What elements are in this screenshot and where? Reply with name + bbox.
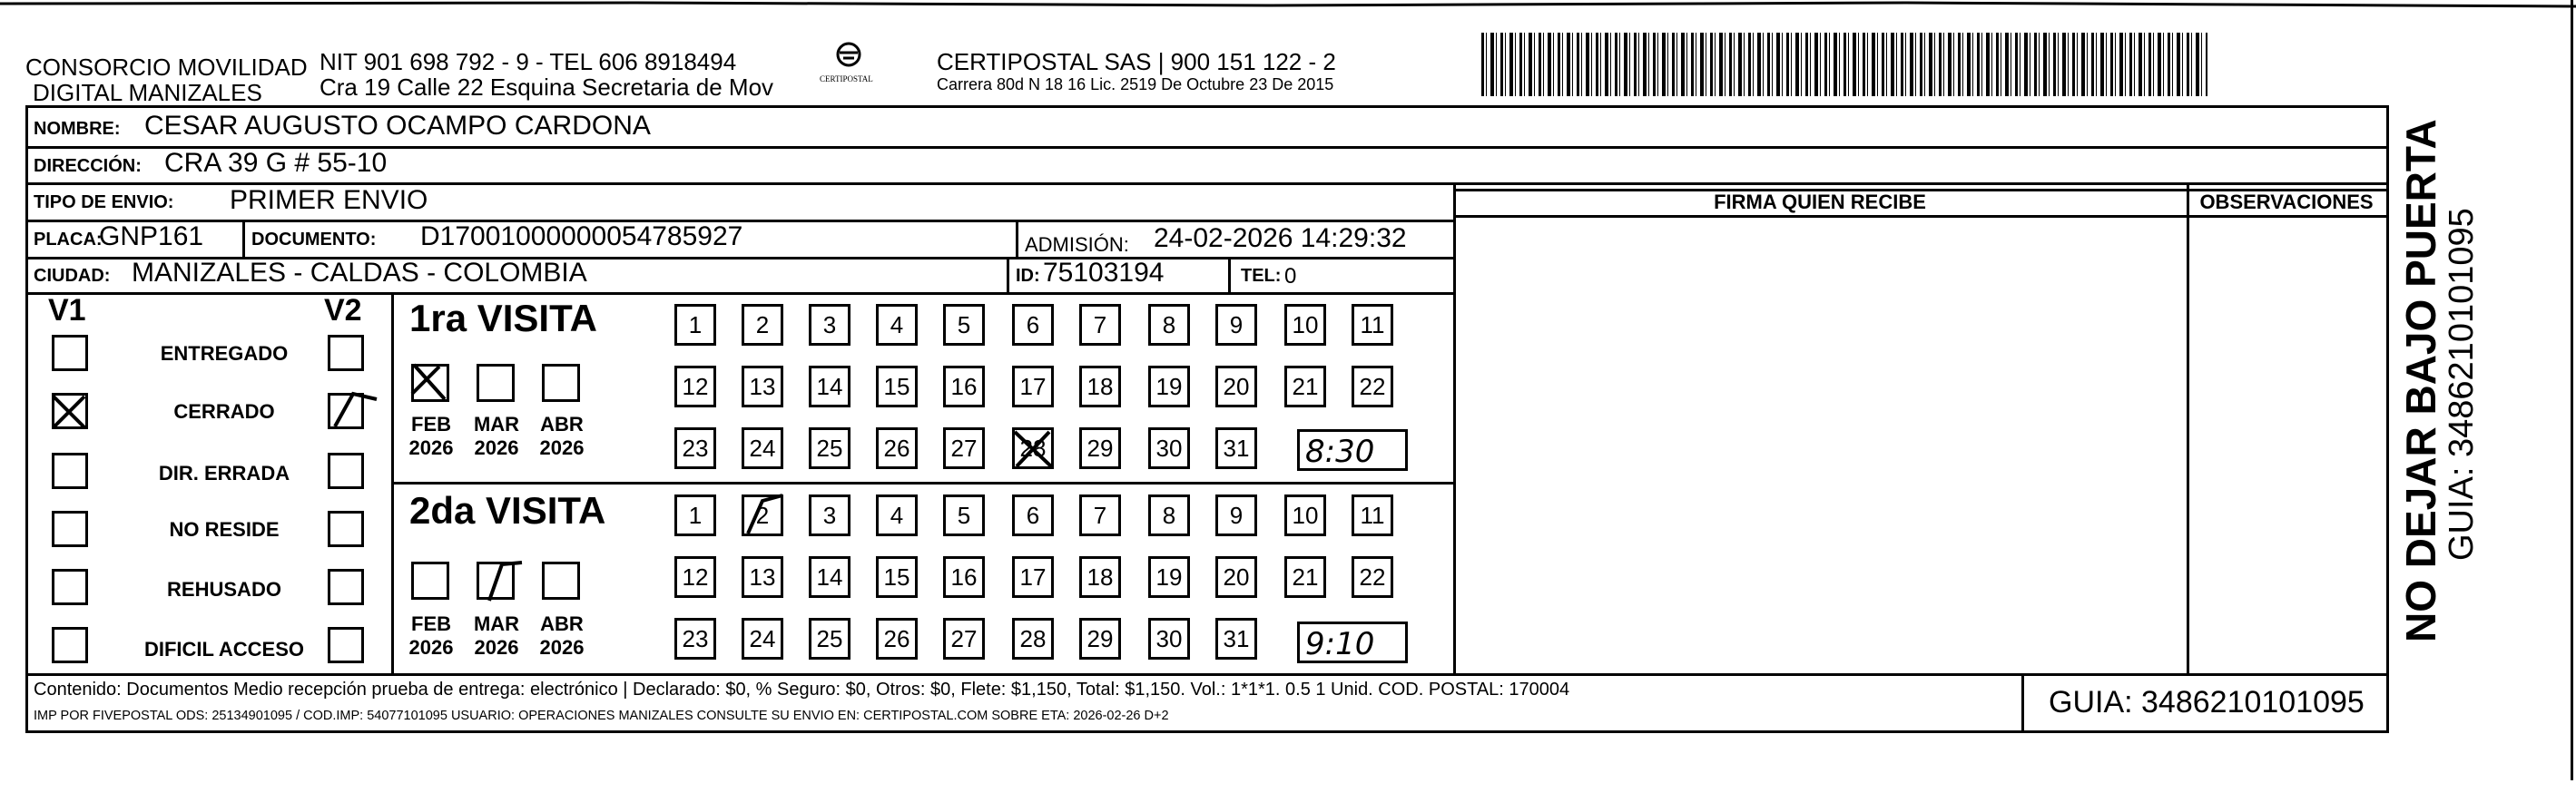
second-visit-day-1[interactable]: 1 [674,494,716,536]
header-column-divider [1453,215,2388,218]
scan-top-edge [0,0,2576,9]
month-year: 2026 [408,636,454,659]
v1-entregado-checkbox[interactable] [52,335,88,371]
first-visit-day-2[interactable]: 2 [742,304,783,346]
id-label: ID: [1016,266,1040,286]
first-visit-day-10[interactable]: 10 [1284,304,1326,346]
v2-no-reside-checkbox[interactable] [328,511,364,547]
second-visit-time-box[interactable] [1297,622,1408,663]
first-visit-day-28[interactable]: 28 [1012,427,1054,469]
slash-mark-icon [477,557,526,602]
cross-mark-icon [1009,425,1057,472]
first-visit-day-4[interactable]: 4 [876,304,918,346]
month-name: FEB [411,413,451,436]
first-visit-time: 8:30 [1305,434,1375,470]
v1-cerrado-checkbox[interactable] [52,393,88,429]
second-visit-month-feb-label [404,612,458,660]
nit-line: NIT 901 698 792 - 9 - TEL 606 8918494 [320,48,737,75]
first-visit-month-abr-checkbox[interactable] [542,364,580,402]
second-visit-day-29[interactable]: 29 [1079,618,1121,660]
first-visit-day-24[interactable]: 24 [742,427,783,469]
month-year: 2026 [539,436,585,459]
first-visit-day-23[interactable]: 23 [674,427,716,469]
cell-divider [1228,257,1231,292]
visit-divider [391,482,1453,485]
first-visit-day-16[interactable]: 16 [943,366,985,407]
id-value: 75103194 [1043,258,1165,288]
first-visit-day-6[interactable]: 6 [1012,304,1054,346]
v1-dificil-acceso-checkbox[interactable] [52,627,88,663]
month-name: FEB [411,612,451,635]
consorcio-details [320,49,773,100]
second-visit-day-19[interactable]: 19 [1148,556,1190,598]
footer-guia-divider [2021,673,2024,733]
consorcio-line1: CONSORCIO MOVILIDAD [25,54,308,81]
slash-mark-icon [739,492,786,539]
v2-rehusado-checkbox[interactable] [328,569,364,605]
second-visit-day-4[interactable]: 4 [876,494,918,536]
direccion-value: CRA 39 G # 55-10 [164,148,388,178]
first-visit-month-abr-label [535,413,589,460]
footer-divider [28,673,2386,676]
first-visit-day-21[interactable]: 21 [1284,366,1326,407]
v1-rehusado-checkbox[interactable] [52,569,88,605]
first-visit-day-14[interactable]: 14 [809,366,850,407]
month-name: ABR [540,413,584,436]
second-visit-day-3[interactable]: 3 [809,494,850,536]
certipostal-logo [812,38,885,102]
certipostal-logo-icon [812,38,885,102]
second-visit-day-5[interactable]: 5 [943,494,985,536]
second-visit-month-mar-label [469,612,524,660]
second-visit-month-mar-checkbox[interactable] [477,562,515,600]
second-visit-day-14[interactable]: 14 [809,556,850,598]
month-year: 2026 [408,436,454,459]
ciudad-value: MANIZALES - CALDAS - COLOMBIA [132,258,587,288]
second-visit-day-16[interactable]: 16 [943,556,985,598]
month-name: MAR [473,413,520,436]
second-visit-day-30[interactable]: 30 [1148,618,1190,660]
second-visit-day-9[interactable]: 9 [1215,494,1257,536]
second-visit-time: 9:10 [1305,626,1375,662]
cross-mark-icon [52,393,88,429]
month-year: 2026 [474,636,519,659]
second-visit-day-23[interactable]: 23 [674,618,716,660]
month-name: MAR [473,612,520,635]
second-visit-day-20[interactable]: 20 [1215,556,1257,598]
second-visit-day-6[interactable]: 6 [1012,494,1054,536]
month-year: 2026 [474,436,519,459]
nombre-label: NOMBRE: [34,119,121,139]
first-visit-title: 1ra VISITA [409,297,597,339]
observaciones-header: OBSERVACIONES [2199,190,2374,213]
first-visit-month-mar-checkbox[interactable] [477,364,515,402]
second-visit-day-8[interactable]: 8 [1148,494,1190,536]
documento-label: DOCUMENTO: [251,230,377,250]
first-visit-day-11[interactable]: 11 [1352,304,1393,346]
consorcio-address: Cra 19 Calle 22 Esquina Secretaria de Mov [320,73,774,101]
first-visit-day-17[interactable]: 17 [1012,366,1054,407]
first-visit-day-7[interactable]: 7 [1079,304,1121,346]
v1-header: V1 [48,293,86,328]
first-visit-day-22[interactable]: 22 [1352,366,1393,407]
cell-divider [1007,257,1009,292]
placa-value: GNP161 [99,221,204,251]
second-visit-month-abr-label [535,612,589,660]
status-rehusado: REHUSADO [167,578,281,601]
v2-dir-errada-checkbox[interactable] [328,453,364,489]
no-dejar-notice: NO DEJAR BAJO PUERTA [2397,119,2444,642]
second-visit-day-2[interactable]: 2 [742,494,783,536]
second-visit-month-abr-checkbox[interactable] [542,562,580,600]
firma-header: FIRMA QUIEN RECIBE [1714,190,1926,213]
documento-value: D17001000000054785927 [420,221,743,251]
first-visit-day-20[interactable]: 20 [1215,366,1257,407]
month-name: ABR [540,612,584,635]
first-visit-day-8[interactable]: 8 [1148,304,1190,346]
first-visit-day-27[interactable]: 27 [943,427,985,469]
slash-mark-icon [328,390,382,432]
tipo-envio-label: TIPO DE ENVIO: [34,192,174,212]
v2-dificil-acceso-checkbox[interactable] [328,627,364,663]
observations-column-divider [2187,182,2189,673]
second-visit-day-15[interactable]: 15 [876,556,918,598]
first-visit-day-12[interactable]: 12 [674,366,716,407]
first-visit-time-box[interactable] [1297,429,1408,471]
second-visit-day-12[interactable]: 12 [674,556,716,598]
second-visit-day-28[interactable]: 28 [1012,618,1054,660]
certipostal-address: Carrera 80d N 18 16 Lic. 2519 De Octubre 23 De 2015 [937,75,1334,93]
second-visit-day-7[interactable]: 7 [1079,494,1121,536]
tel-label: TEL: [1241,266,1282,286]
side-guia: GUIA: 3486210101095 [2443,208,2481,561]
delivery-form [25,105,2389,733]
status-panel-divider [391,292,394,673]
ciudad-label: CIUDAD: [34,266,111,286]
v2-header: V2 [324,293,362,328]
status-dificil-acceso: DIFICIL ACCESO [143,638,304,661]
second-visit-day-21[interactable]: 21 [1284,556,1326,598]
first-visit-day-26[interactable]: 26 [876,427,918,469]
first-visit-day-3[interactable]: 3 [809,304,850,346]
first-visit-day-1[interactable]: 1 [674,304,716,346]
cell-divider [242,220,245,257]
admision-value: 24-02-2026 14:29:32 [1154,223,1407,253]
logo-text: CERTIPOSTAL [820,74,873,83]
status-no-reside: NO RESIDE [169,518,280,541]
first-visit-month-feb-label [404,413,458,460]
second-visit-month-feb-checkbox[interactable] [411,562,449,600]
second-visit-day-11[interactable]: 11 [1352,494,1393,536]
cross-mark-icon [410,363,450,403]
direccion-label: DIRECCIÓN: [34,156,142,176]
barcode [1481,33,2207,96]
first-visit-day-15[interactable]: 15 [876,366,918,407]
second-visit-day-25[interactable]: 25 [809,618,850,660]
v1-dir-errada-checkbox[interactable] [52,453,88,489]
v2-entregado-checkbox[interactable] [328,335,364,371]
consorcio-name [25,54,308,105]
first-visit-month-mar-label [469,413,524,460]
contenido-text: Contenido: Documentos Medio recepción prueba de entrega: electrónico | Declarado: $0, % Seguro: $0, Otros: $0, Flete: $1,150, Total: $1,150. Vol.: 1*1*1. 0.5 1 Unid. COD. POSTAL: 170004 [34,680,1570,700]
scan-right-edge [2571,0,2573,780]
first-visit-month-feb-checkbox[interactable] [411,364,449,402]
status-dir-errada: DIR. ERRADA [158,462,290,485]
first-visit-day-30[interactable]: 30 [1148,427,1190,469]
row-divider [28,292,1453,295]
cell-divider [1016,220,1018,257]
first-visit-day-5[interactable]: 5 [943,304,985,346]
tipo-envio-value: PRIMER ENVIO [230,185,428,215]
placa-label: PLACA: [34,230,103,250]
nombre-value: CESAR AUGUSTO OCAMPO CARDONA [144,111,651,141]
v2-cerrado-checkbox[interactable] [328,393,364,429]
first-visit-day-18[interactable]: 18 [1079,366,1121,407]
first-visit-day-25[interactable]: 25 [809,427,850,469]
second-visit-day-31[interactable]: 31 [1215,618,1257,660]
second-visit-title: 2da VISITA [409,489,606,532]
second-visit-day-26[interactable]: 26 [876,618,918,660]
first-visit-day-9[interactable]: 9 [1215,304,1257,346]
second-visit-day-27[interactable]: 27 [943,618,985,660]
second-visit-day-10[interactable]: 10 [1284,494,1326,536]
certipostal-company: CERTIPOSTAL SAS | 900 151 122 - 2 [937,48,1336,75]
footer-guia: GUIA: 3486210101095 [2049,685,2365,720]
month-year: 2026 [539,636,585,659]
signature-column-divider [1453,182,1456,673]
first-visit-day-29[interactable]: 29 [1079,427,1121,469]
first-visit-day-13[interactable]: 13 [742,366,783,407]
certipostal-details [937,49,1336,94]
imp-text: IMP POR FIVEPOSTAL ODS: 25134901095 / COD.IMP: 54077101095 USUARIO: OPERACIONES MANIZALES CONSULTE SU ENVIO EN: CERTIPOSTAL.COM SOBRE ETA: 2026-02-26 D+2 [34,709,1169,723]
second-visit-day-13[interactable]: 13 [742,556,783,598]
first-visit-day-31[interactable]: 31 [1215,427,1257,469]
first-visit-day-19[interactable]: 19 [1148,366,1190,407]
second-visit-day-18[interactable]: 18 [1079,556,1121,598]
status-cerrado: CERRADO [173,400,275,423]
v1-no-reside-checkbox[interactable] [52,511,88,547]
status-entregado: ENTREGADO [160,342,289,365]
second-visit-day-22[interactable]: 22 [1352,556,1393,598]
second-visit-day-24[interactable]: 24 [742,618,783,660]
admision-label: ADMISIÓN: [1025,233,1129,256]
consorcio-line2: DIGITAL MANIZALES [33,79,262,106]
second-visit-day-17[interactable]: 17 [1012,556,1054,598]
tel-value: 0 [1284,264,1297,289]
